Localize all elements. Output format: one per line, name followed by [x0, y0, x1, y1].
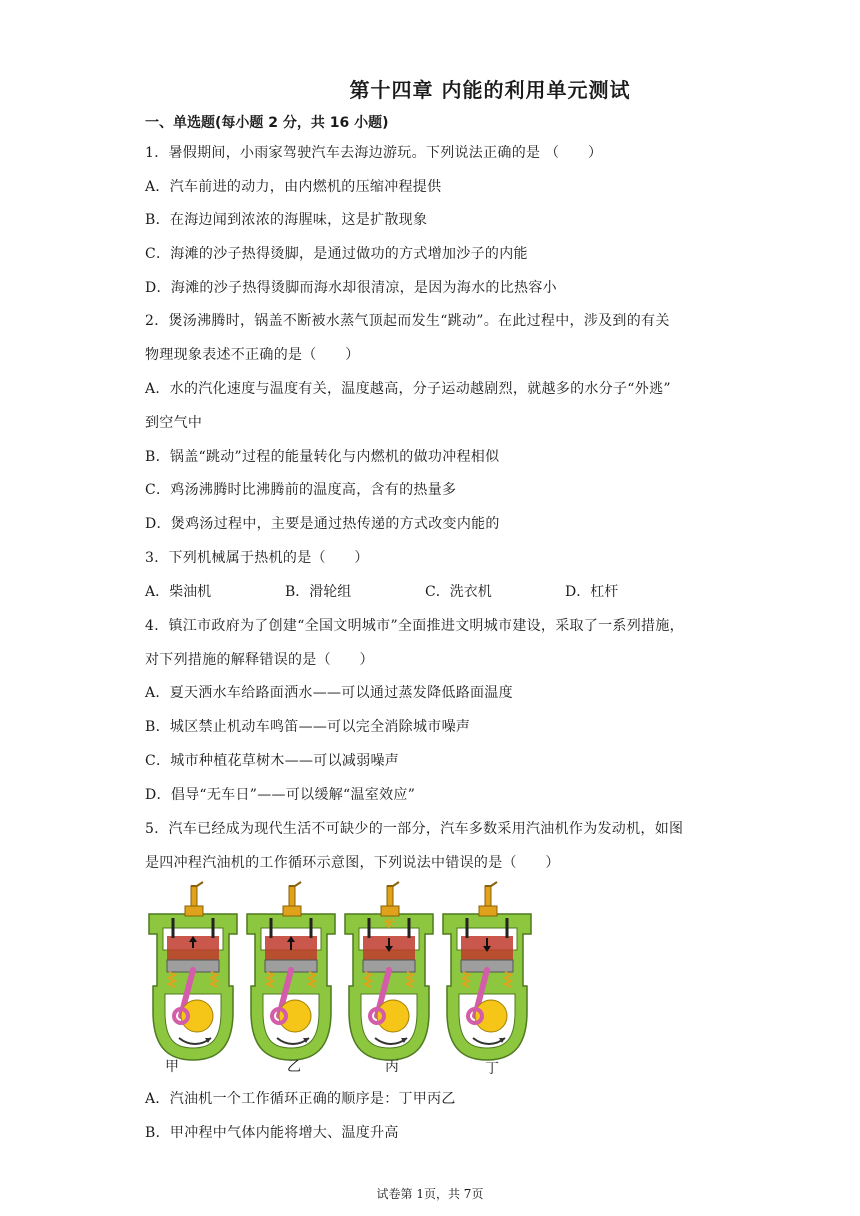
- question-3-options: [145, 581, 705, 601]
- engine-cycle-figure: [145, 880, 565, 1080]
- question-4-option-d: D．倡导“无车日”——可以缓解“温室效应”: [145, 787, 416, 803]
- engine-stroke-yi: [247, 882, 335, 1060]
- question-1-stem: 1．暑假期间，小雨家驾驶汽车去海边游玩。下列说法正确的是 （ ）: [145, 145, 603, 161]
- question-3-option-b: B．滑轮组: [285, 584, 352, 600]
- engine-stroke-bing: [345, 882, 433, 1060]
- question-4-option-c: C．城市种植花草树木——可以减弱噪声: [145, 753, 400, 769]
- figure-label-bing: 丙: [385, 1059, 399, 1075]
- question-1-option-a: A．汽车前进的动力，由内燃机的压缩冲程提供: [145, 179, 442, 195]
- section-heading: 一、单选题(每小题 2 分，共 16 小题): [145, 115, 389, 131]
- question-3-option-a: A．柴油机: [145, 584, 212, 600]
- figure-label-ding: 丁: [485, 1061, 499, 1077]
- question-2-stem: 2．煲汤沸腾时，锅盖不断被水蒸气顶起而发生“跳动”。在此过程中，涉及到的有关: [145, 313, 670, 329]
- engine-cycle-diagram: [145, 880, 565, 1080]
- question-3-option-d: D．杠杆: [565, 584, 619, 600]
- engine-stroke-ding: [443, 882, 531, 1060]
- question-1-option-c: C．海滩的沙子热得烫脚，是通过做功的方式增加沙子的内能: [145, 246, 528, 262]
- question-1-option-b: B．在海边闻到浓浓的海腥味，这是扩散现象: [145, 212, 428, 228]
- question-2-option-b: B．锅盖“跳动”过程的能量转化与内燃机的做功冲程相似: [145, 449, 500, 465]
- question-4-option-b: B．城区禁止机动车鸣笛——可以完全消除城市噪声: [145, 719, 471, 735]
- question-4-stem: 4．镇江市政府为了创建“全国文明城市”全面推进文明城市建设，采取了一系列措施，: [145, 618, 684, 634]
- question-3-stem: 3．下列机械属于热机的是（ ）: [145, 550, 369, 566]
- figure-label-yi: 乙: [287, 1059, 301, 1075]
- question-2-option-c: C．鸡汤沸腾时比沸腾前的温度高，含有的热量多: [145, 482, 457, 498]
- question-5-option-b: B．甲冲程中气体内能将增大、温度升高: [145, 1125, 399, 1141]
- question-4-stem-cont: 对下列措施的解释错误的是（ ）: [145, 652, 374, 668]
- question-5-stem-cont: 是四冲程汽油机的工作循环示意图，下列说法中错误的是（ ）: [145, 855, 560, 871]
- page-footer: 试卷第 1页，共 7页: [376, 1187, 484, 1201]
- question-2-option-a-cont: 到空气中: [145, 415, 203, 431]
- question-2-option-a: A．水的汽化速度与温度有关，温度越高，分子运动越剧烈，就越多的水分子“外逃”: [145, 381, 671, 397]
- question-1-option-d: D．海滩的沙子热得烫脚而海水却很清凉，是因为海水的比热容小: [145, 280, 557, 296]
- page-title: 第十四章 内能的利用单元测试: [349, 78, 631, 102]
- question-3-option-c: C．洗衣机: [425, 584, 492, 600]
- question-2-option-d: D．煲鸡汤过程中，主要是通过热传递的方式改变内能的: [145, 516, 500, 532]
- question-4-option-a: A．夏天洒水车给路面洒水——可以通过蒸发降低路面温度: [145, 685, 513, 701]
- question-5-stem: 5．汽车已经成为现代生活不可缺少的一部分，汽车多数采用汽油机作为发动机，如图: [145, 821, 684, 837]
- engine-stroke-jia: [149, 882, 237, 1060]
- question-2-stem-cont: 物理现象表述不正确的是（ ）: [145, 347, 360, 363]
- figure-label-jia: 甲: [165, 1059, 179, 1075]
- question-5-option-a: A．汽油机一个工作循环正确的顺序是：丁甲丙乙: [145, 1091, 456, 1107]
